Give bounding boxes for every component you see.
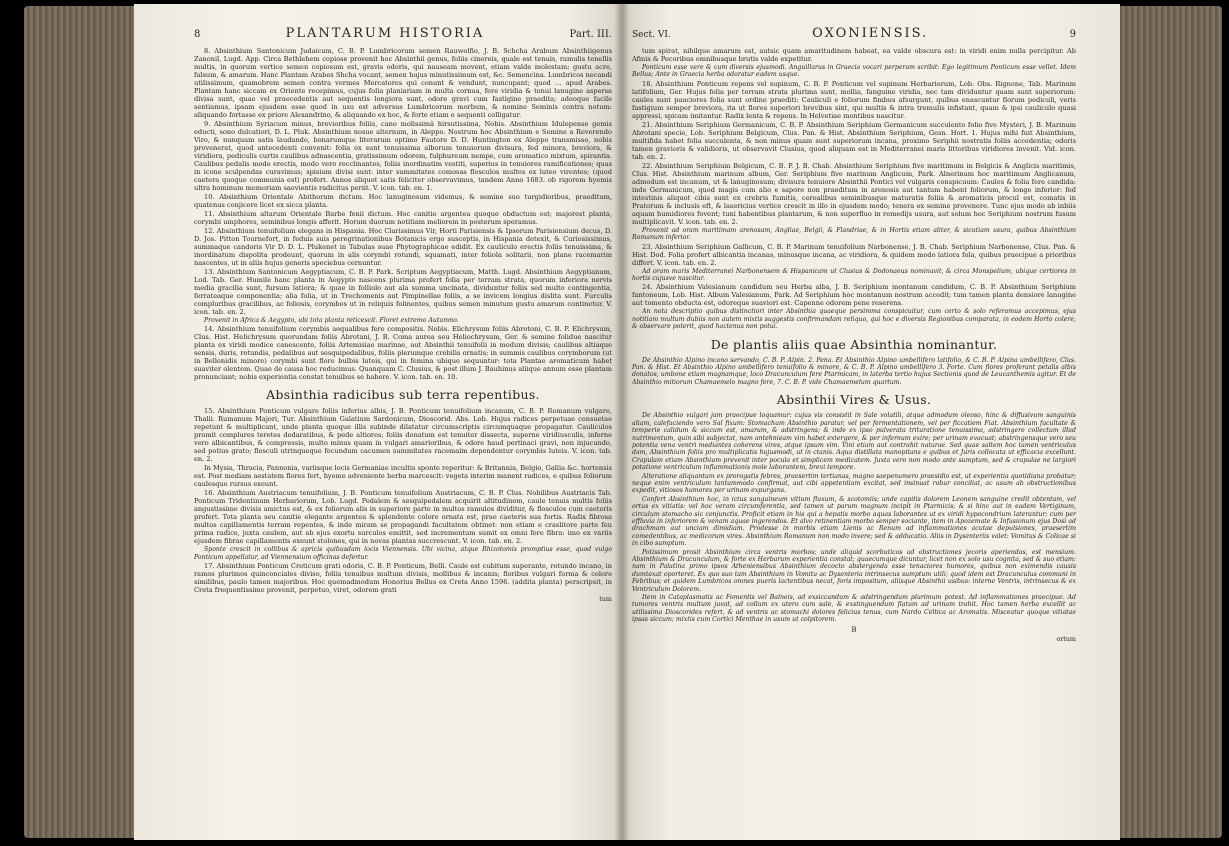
book-gutter [614, 4, 630, 840]
paragraph: 8. Absinthium Santonicum Judaicum, C. B. P. Lumbricorum semen Rauwolfio, J. B. Schcha Arabum Absinthiigenus Zanoniî, Lugd. App. Circa Bethlehem copiose provenit hoc Absinthii genus, foliis cinereis, quale est tenuis, ramulis tenellis multis, in quorum vertice semen copiosum est, gravis odoris, qui nauseam movent, etiam valde molestam; gustu acre, falsum, & amarum. Hanc Plantam Arabes Shcha vocant, semen hujus minutissimum est, &c. Semencina. Lumbricos necandi utilissimum, quamobrem semen contra vermes Mercatores qui conunt & vendunt, nuncupant; quod … apud Arabes. Plantam hanc siccam ex Oriente recepimus, cujus folia planiariam in multa cornua, fere viridia & tenui lanugine aspersa divisa sunt, quae vel praecedentis aut sequentis longiora sunt, odore gravi cum fastigine praedita; adeoque facile sentiamus, ipsam ejusdem esse quod in usu est adversus Lumbricorum morbum, & nomine Seminis contra notum: aliquando fortasse ex priore Alexandrino, & aliquando ex hoc, & forte etiam e sequenti colligatur. [194, 47, 612, 119]
paragraph-note: De Absinthio Alpino incano servando, C. B. P. Alpin. 2. Pena. Et Absinthio Alpino umbellifero latifolio, & C. B. P. Alpina umbellifero, Clus. Pan. & Hist. Et Absinthio Alpino umbellifero tenuifolio & minore, & C. B. P. Alpino umbellifero 3. Forte. Cum flores proferant petalis albis donatos, umbone etiam magnamque, loco Dracunculum fere Ptarmicam, in laterba tertio hujus Sectionis quod de Leucanthemis agitur. Et de Absinthio mitiorum Chamaemelo magno fere, 7. C. B. P. vide Chamaemelum quartum. [632, 356, 1076, 386]
catchword: ortum [1056, 634, 1076, 643]
paragraph-note: Alteratione aliquantum ex prorogatis febres, praesertim tertianas, magno saepenumero praesidio est, ut experientia quotidiana probatur; neque enim ventriculum tantummodo confirmat, aut cibi appetentiam excitat, sed insinuat robur conciliat, ac usum ab obstructionibus expedit, vitiosos humores per urinam expurgans. [632, 472, 1076, 495]
paragraph-note: Sponte crescit in collibus & apricis quibusdam locis Viennensis. Ubi vicina, atque Rhizotomis promptius esse, quod vulgo Ponticum appellatur, ad Viennensium officinas defertur. [194, 546, 612, 561]
right-page [622, 4, 1120, 840]
paragraph-note: Provenit ad oram maritimam arenosam, Angliae, Belgii, & Flandriae, & in Hortis etiam aliter, & sicutiam usura, quibus Absinthium Romanum inferior. [632, 226, 1076, 242]
section-heading: Absinthia radicibus sub terra repentibus. [266, 387, 540, 403]
left-page-number: 8 [194, 29, 201, 40]
paragraph: 21. Absinthium Seriphium Germanicum, C. B. P. Absinthium Seriphium Germanicum succulento folio five Mysteri, J. B. Marinum Abrotani specie, Lob. Seriphium Belgicum, Clus. Pan. & Hist. Absinthium Seriphium, Gesn. Hort. 1. Hujus mihi fuit Absinthium, multifida habet folia succulenta, & non minus quam sunt superiorum incana, proximo Seriphii nostratis foliis accedentia; odoris tamen gravioris & validioris, ut observavit Clusius, quod aliquam est in Mediterranei maris littoribus viridiores invenit. Vid. icon. tab. en. 2. [632, 120, 1076, 161]
paragraph: 23. Absinthium Seriphium Gallicum, C. B. P. Marinum tenuifolium Narbonense, J. B. Chab. Seriphium Narbonense, Clus. Pan. & Hist. Dod. Folia profert albicantia incanas, minusque incana, ac viridiora, & quidem modo latiora fola, quibus praecipue a prioribus differt. V. icon. tab. en. 2. [632, 242, 1076, 267]
paragraph-note: Ponticum esse vere & cum diversis ejusmodi. Anguillarus in Graecia vocari perperam scribit: Ego legitimum Ponticum esse vellet. Idem Bellus; Ante in Graecia herba odoratur eadem usque. [632, 64, 1076, 79]
paragraph: 22. Absinthium Seriphium Belgicum, C. B. P. J. B. Chab. Absinthium Seriphium five maritimum in Belgicis & Anglicis maritimis, Clus. Hist. Absinthium marinum album, Ger. Seriphium five marinum Anglicum, Park. Alnerinum hoc maritimum Anglicanum, admodum est incanum, ut & lanuginosum; divisura tenuiore Absinthii Pontici vel vulgaris conspicuum: Caules & folia fere candida: inde Germanicum, quod magis cum alio e sapore non praeditum in arenosis aut tantum habent foliorum, & longe inferior: fed intestinis aliquot cibis sunt ex crebris fumitis, cerealibus seminibusque maturatis foliis & aromaticis procul est, comatis in Pratorum & inclusis eft, & lasericius vertice crescit in illo in ejusdem modo; tenera ex semine provenere. Tunc ejus modo ab inbiis aquam humidiores fovent; tuni habentibus plantarum, & non superfluo in remedijs usura, aut solum hoc Seriphium nostrum fusum multiplicavit. V. icon. tab. en. 2. [632, 161, 1076, 226]
left-header-title: PLANTARUM HISTORIA [285, 26, 485, 41]
section-heading: Absinthii Vires & Usus. [776, 392, 932, 408]
left-running-head [194, 26, 612, 41]
paragraph: 15. Absinthium Ponticum vulgare foliis inferius albis, J. B. Ponticum tenuifolium incanum, C. B. P. Romanum vulgare, Thalii. Rumanum Majori, Tur. Absinthium Galatium Sardonicum, Dioscorid. Abs. Lob. Hujus radices perpetuae consuetae repetunt & multiplicant, unde planta quoque illis subinde dilatatur circumscriptis circumquaque propagatur. Cauliculos promit complures teretes dedaratibus, & pede altiores; foliis donatum est tenuiter dissecta, superne viridiusculis, inferne vero albicantibus, & compressis, multo minus quam in vulgari amarioribus, & odore haud pertinaci gravi, non injucundo, sed potius grato; flosculi utrinqueque fecundum cacumen summitates racemaim dependentur corymbis luteis. V. icon. tab. en. 2. [194, 407, 612, 464]
right-page-number: 9 [1069, 29, 1076, 40]
paragraph: 17. Absinthium Ponticum Creticum grati odoris, C. B. P. Ponticum, Belli. Caule est cubitum superante, rotundo incano, in ramos plurimos quinconciales diviso, foliis tenuibus multum divisis, mollibus & incanis; floribus vulgari forma & colore similibus, paulo tamen majoribus. Hoc quemadmodum Honorius Bellus ex Creta Anno 1596. (addita planta) perscripsit, in Creta frequentissime provenit, perpetuo, viret, odorem grati [194, 562, 612, 595]
paragraph: 18. Absinthium Ponticum repens vel supinum, C. B. P. Ponticum vel supinum Herbariorum, Lob. Obs. Rignone, Tab. Marinum latifolium, Ger. Hujus folia per terram strata plurima sunt, mollia, fanguine viridia, nec tam dividuntur quam sunt superiorum: caules sunt pauciores folia sunt ordine praediti: Cauliculi e foliorum fimbus afsurgunt, quibus enascuntur florum pediculi, veris fastigium semper breviora, ita ut flores superiori brevibus sint, qui multis & intra tremulis infistant, quam & ipsi cauliculo quasi appressi, spicam imitantur. Radix lenta & repens. In Helvetiae montibus nascitur. [632, 79, 1076, 120]
open-book [8, 0, 1222, 846]
signature-mark: B [851, 625, 857, 634]
paragraph-note: Potissimum prosit Absinthium circa ventris morbos; unde aliquid scorbuticos ad obstructiones jecoris aperiendas, est mensium. Absinthium & Dracunculum, & forte ex Herbarum experientia constat; quaecumque dicuntur, licet non ex solo usu cognita, sed & suo etiam: nam in Palatina primo ipsos Atheniensibus Absinthium decocto abstergenda esse tenaciores humores, quibus non eximendis causis dumtaxat oporteret. Ex quo suo tam Absinthium in Vomitu ac Dysenteria intrinsecus sumptum utili; quod idem est Dracunculus communi in Febribus; et quidem Lumbricos omnes pueris lactentibus necat, foris impositum, aliisque Absinthii usibus: interne Ventris, intrinsecus & ex Ventriculum Dolorem. [632, 548, 1076, 593]
right-header-section: Sect. VI. [632, 30, 671, 40]
italic-note: An nota descriptio quibus distinctiori inter Absinthia quaeque persimma conspicuitur, cum certo & solo referamus accepimus, ejus notitiam multum dubiis non autem mixtis suggestis confirmandam reliquo, qui hoc e diversis Regionibus comparata, in eodem Horto colere, & observare poterit, quod hactenus non potui. [632, 308, 1076, 331]
paragraph: 10. Absinthium Orientale Abithorum dictum. Hoc lanuginosum videmus, & semine suo turgidioribus, praeditum, quatenus conjicere licet ex sicca planta. [194, 193, 612, 209]
paragraph-note: Ad oram maris Mediterranei Narbonensem & Hispanicam ut Clusius & Dodonaeus nominavit, & circa Monspelium, ubique certiores in hortis cujusve nascitur. [632, 267, 1076, 283]
paragraph: tum spirat, nihilque amarum est, autsic quam amaritudinem habeat, ea valde obscura est: in viridi enim nulla percipitur. Ab Afinis & Pecoribus omnibusque brutis valde expetitur. [632, 47, 1076, 63]
paragraph: 16. Absinthium Austriacum tenuifolium, J. B. Ponticum tenuifolium Austriacum, C. B. P. Clus. Nobilibus Austriacis Tab. Ponticum Tridentinum Herbariorum, Lob. Lugd. Pedalem & sesquipedalem acquirit altitudinem, caule tenuis multis foliis angustissime divisis amictus est, & ex foliorum alis in superiore parte in multos ramulos dividitur, & flosculos cum caeteris profert. Tota planta seu canitie elegante argentea & splendente colore ornata est, prae caeteris sua fortis. Radix fibrosa multos capillamentis terram repentes, & inde miram se propagandi facultatem obtinet: non etiam e craslitore parte feu prima radice, juxta caulem, aut ab ejus exortu surculos emittit, sed incrementum sumit ex omni fere fibra: imo ex variis ejusdem fibrae capillamentis exeunt stolones, qui in novas plantas succrescunt. V. icon. tab. en. 2. [194, 489, 612, 546]
right-header-title: OXONIENSIS. [812, 26, 929, 41]
paragraph-note: Provenit in Africa & Aegypto, ubi tota planta reticescit. Floret extremo Autumno. [204, 317, 459, 324]
paragraph: 9. Absinthium Syriacum minus, brevioribus foliis, cano molissimâ hirsutissima, Nobis. Absinthium Idulepense gemis educti, sono dulcatiori, D. L. Pluk. Absinthium nosue alternum, in Aleppo. Nostrum hoc Absinthium e Semine a Reverendo Viro, & nunquam satis laudando, bonarumque literarum optimo Fautore D. D. Huntington ex Aleppo transmisso, nobis provenerat, quod antecedenti convenit: folia ex sunt tenuissima alborum tenuiorum divisura, fed minora, breviora, & viridiora, pediculis curtis caulibus adnascentia, gratissimum odorem, fulphureum nempe, cum aromatico mixtum, spirantia. Caulibus pedalis modo erectis, modo vero recclinantes, foliis inordinatim vestiti, superius in tenuiores ramificationes; quas in icone sculpendas curavimus; spisium divisi sunt: inter summitates comosas flosculos multos ex luteo virentes; (quod caetera quoque communia est) profert. Annos aliquot satis feliciter observavimus, tandem Anno 1683. ob rigorem hyemis ultra hominum memoriam saevientis radicitus periit. V. icon. tab. en. 1. [194, 120, 612, 192]
paragraph: 12. Absinthium tenuifolium elegans in Hispania. Hoc Clarissimus Vir, Horti Parisiensis & Ipsorum Parisiensium decus, D. D. Jos. Pitton Tournefort, in feduis suis peregrinationibus Botanicis ergo susceptis, in Hispania detexit, & Curiosissimus, summaque candoris Vir D. D. L. Plukenet in Tabulas suae Phytographicae edidit. Ex cauliculo erectis foliis tenuissima, & inordinatum dispolita prodeunt, quorum in alis corymbi rotundi, squamati, inter foliola solitarii, non plane racemarim nascentes, ut in aliis hujus generis speciebus cernuntur. [194, 227, 612, 267]
section-heading: De plantis aliis quae Absinthia nominantur. [710, 336, 998, 352]
catchword: tum [599, 595, 612, 604]
right-running-head [632, 26, 1076, 41]
left-header-part: Part. III. [569, 29, 612, 40]
left-page [134, 4, 622, 840]
paragraph-note: Confert Absinthium hoc, in ictus sanguineum vitium fluxum, & scotomiis; unde capitis dolorem Leonem sanguine credit obtentam, vel ortus ex vitiatis: vel hoc veram circumferentia, sed tamen ut parum magnum incipit in Ptarmicis; & si hinc aut in eadem Vertiginum, circulum stomacho sic conjunctis. Proficit etiam in his qui a hepatis morbo aquas laborantes ut ex viridi hypocondrium laterantur; cum per effluvia in inferiorem & venam aquae ingerendos. Et alvo retinentiam morbo semper sociante, item in Apozemate & Infusionum ejus Dosi ad drachmam aut unciam dimidiam. Prodesse in morbis etiam Lienis ac Renum ad inflammationes acutae depulsiones, praesertim comedentibus, ac medicorum vires. Absinthium Romanum non modo invere; sed & adducatio. Aliis in Dysenteriis valet: Vomitus & Colicae si in cibo sumptum. [632, 495, 1076, 548]
paragraph: 14. Absinthium tenuifolium corymbis aequalibus fere compositis. Nobis. Elichrysum foliis Abrotoni, C. B. P. Elichrysum, Clus. Hist. Helichrysum quorundam foliis Abrotani, J. B. Coma aurea seu Heliochrysum, Ger. & semine folidue nascitur planta ex viridi modice canescente, foliis Artemisiae marinae, aut Absinthii tenuifolii in modum divisis; caulibus altiaque sensis, duris, rotundis, pedalibus aut sesquipedalibus, foliis plerumque crebilis ornatis; in summis caulibus corymborum (ut in Bellonidis minore) corymbi sunt flore bulbis luteis, qui in femina ubique sequuntur: tota Plantae aromaticum habet suaviter olentem. Quae de causa hoc reducimus. Quanquam C. Clusius, & post illum J. Bauhinus aliique annum esse plantam pronunciant; nobis experientia constat tenuibus se habere. V. icon. tab. en. 10. [194, 325, 612, 382]
paragraph: 11. Absinthium altarum Orientale Barbe fenii dictum. Hoc canitie argentea quoque obductum est; majorest planta, corymbi umphores, seminibus longis afferit. Horum duorum notitiam meliorem in posterum speramus. [194, 210, 612, 226]
paragraph-note: Item in Cataplasmatis ac Fomentis vel Balneis, ad exsiccandum & adstringendum plurimum potest. Ad inflammationes praecipue. Ad tumores ventris multum juvat, ad collum ex utero cum sale, & exstinguendum flatum ad urinam trahit. Hoc tamen herba excellit ac utilissima Dioscorides refert, & ad ventris ac stomachi dolores felicius tenus, cum Nardo Celtica ac Aromatis. Misceatur quoque vitiatae ipsas siccum; mixtis cum Cortici Menthae in usum ut colpitorem. [632, 594, 1076, 624]
paragraph: 13. Absinthium Santonicum Aegyptiacum, C. B. P. Park. Scriptum Aegyptiacum, Matth. Lugd. Absinthium Aegyptianum, Lod. Tab. Ger. Humile hanc planta in Aegypto nascens plurima profert folia per terram strata, quorum inferiora nervis media gracilia sunt, fursum latiora; & quae in folliolo aut ala summa uncinata, dividuntur foliis sed multo contingentia, ferrateaque componentia; alia folia, ut in Trechomenis aut Pimpinellae foliis, a se invicem longius dislita sunt. Furculis compluribus gracilibus, ac foliosis, corymbos ut in reliquis folinentes, quibus semen minutum gustu amarum continetur. V. icon. tab. en. 2. [194, 268, 612, 316]
page-block-left-edge [24, 6, 142, 838]
paragraph: 24. Absinthium Valesianum candidum seu Herba alba, J. B. Seriphium montanum candidum, C. B. P. Absinthium Seriphium fantoneum, Lob. Hist. Album Valesianum, Park. Ad Seriphium hoc montanum nostrum accedit; tum tamen planta densiore lanugine aut tomento obducta est, odoreque suaviori est. Capenne odorem pene reserens. [632, 283, 1076, 308]
paragraph: In Mysia, Thracia, Pannonia, variisque locis Germaniae incultis sponte reperitur: & Britannia, Belgio, Gallia &c. hortensis est. Post mediam aestatem flores fert, hyeme adveniente herba marcescit: vegeta interim manent radices, e quibus foliorum caulesque rursus exeunt. [194, 464, 612, 489]
page-block-right-edge [1104, 6, 1222, 838]
paragraph-note: De Absinthio vulgari jam praecipue loquamur: cujus vis consistit in Sale volatili, atque admodum oleoso, hinc & diffusivum sanguinis aliam, calefaciendo vero Sal fixum: Stomachum Absinthio paratur, vel per fermentationem, vel per ficcatiem Fiat. Absinthium facultate & temperie calidum & siccum est, amarum, & adstringens; & inde ex ipso pulverata trituratione tenuissima, adstringere collectum illud nutrimentum, quin sibi subjectat, nam antehnieam vim habet extergere, & per infernum exire; per urinam evacuat; abstringensque vero seu potentia vena ventri mediantes coherens vires, atque ipsum vim. Vini etiam aut contrahit naturae. Sed quae saltem hoc tamen ventriculus dam, Absinthium foliis pro multiplicatis hujusmodi, ut in ctanis. Aqua distillata manopitans e quibus et Juris collocata ut efficacia excellunt. Crapulam etiam Absinthium prevenit inter pocula et simplicem medicatem. Juxta vero non modo ante sumptum, sed & crapulae ne largiori potatione ventriculum inflammationis mole laborantem, brevi tempore. [632, 412, 1076, 472]
